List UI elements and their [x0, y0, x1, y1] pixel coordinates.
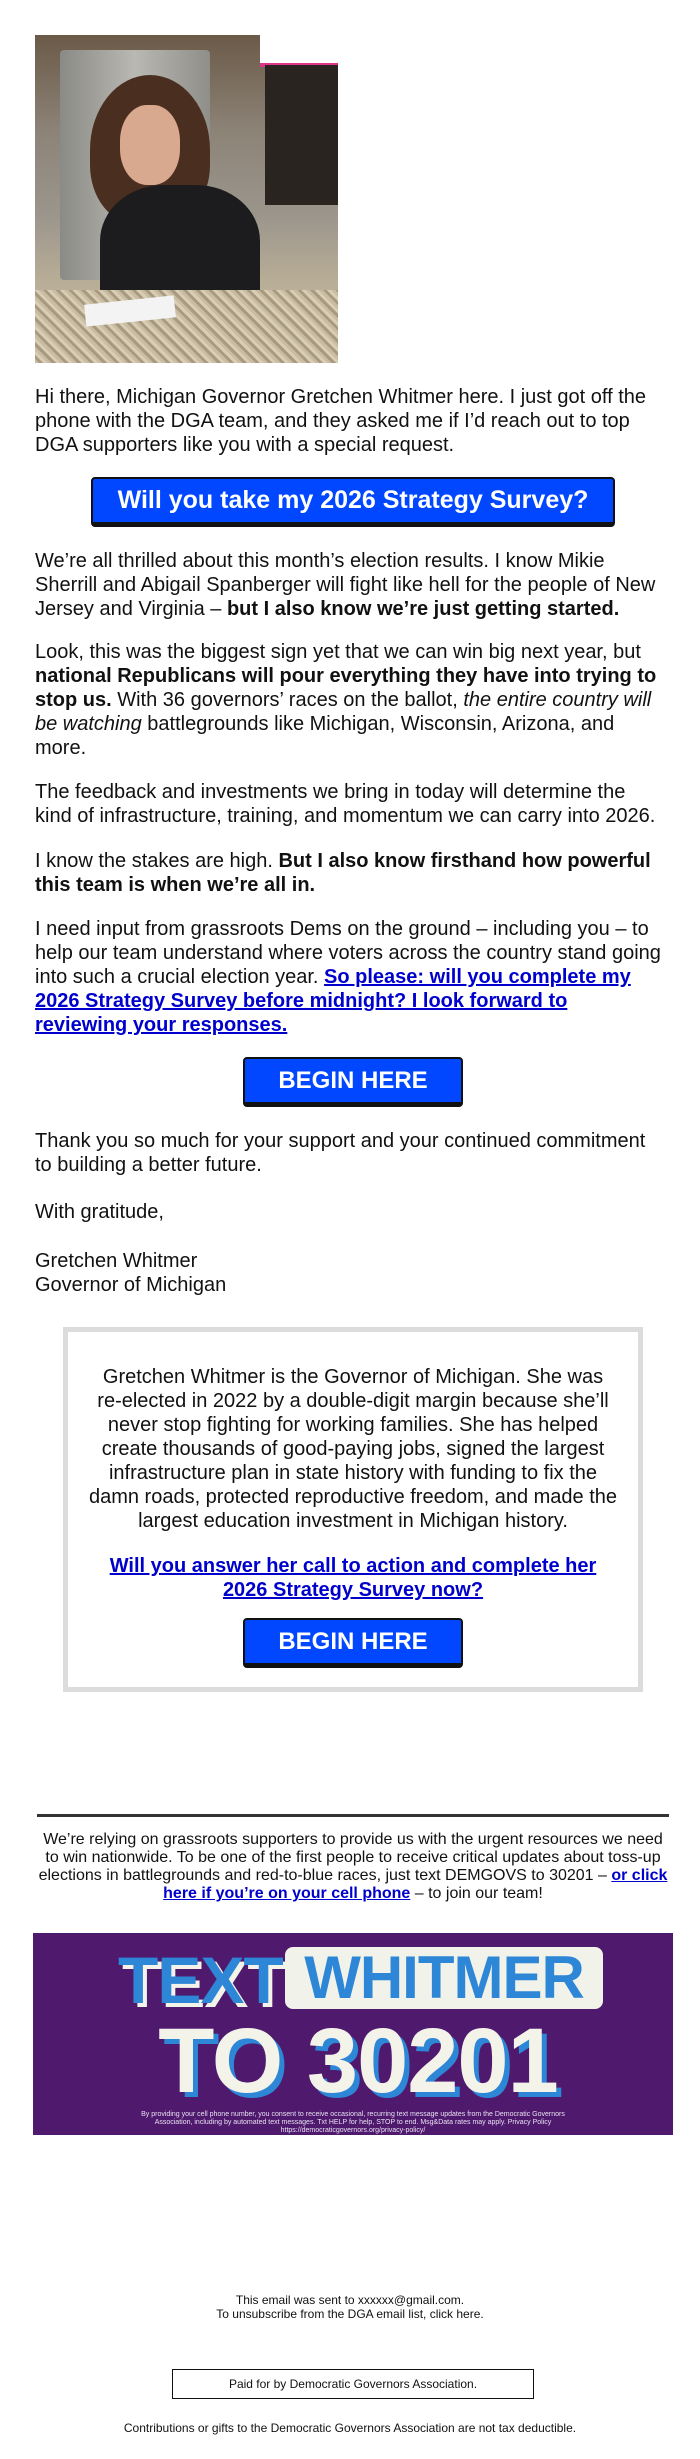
thanks-paragraph: Thank you so much for your support and your continued commitment to building a better future. — [35, 1130, 646, 1176]
text: With 36 governors’ races on the ballot, — [111, 689, 464, 711]
republicans-paragraph — [35, 640, 665, 760]
results-paragraph — [35, 549, 665, 621]
text: battlegrounds like Michigan, Wisconsin, Arizona, and more. — [35, 713, 615, 759]
italic-text: the entire country will be watching — [35, 689, 652, 735]
tax-disclaimer: Contributions or gifts to the Democratic Governors Association are not tax deductible. — [123, 2421, 577, 2435]
feedback-paragraph: The feedback and investments we bring in today will determine the kind of infrastructure, training, and momentum we can carry into 2026. — [35, 781, 656, 827]
divider — [37, 1814, 669, 1817]
banner-disclaimer: By providing your cell phone number, you consent to receive occasional, recurring text message updates from the Democratic Governors Association, including by automated text messages. Txt HELP for help, STOP to end. Msg&Data rates may apply. Privacy Policy https://democraticgovernors.org/privacy-policy/ — [141, 2111, 565, 2134]
governor-photo — [35, 35, 338, 363]
text: – to join our team! — [410, 1885, 543, 1902]
bold-text: national Republicans will pour everything they have into trying to stop us. — [35, 665, 657, 711]
survey-button[interactable]: Will you take my 2026 Strategy Survey? — [91, 477, 615, 527]
banner-text-word: TEXT — [118, 1943, 283, 2017]
bold-text: But I also know firsthand how powerful this team is when we’re all in. — [35, 850, 651, 896]
text: We’re all thrilled about this month’s election results. I know Mikie Sherrill and Abigail Spanberger will fight like hell for the people of New Jersey and Virginia – — [35, 550, 656, 620]
survey-link[interactable]: So please: will you complete my 2026 Strategy Survey before midnight? I look forward to reviewing your responses. — [35, 966, 631, 1036]
bio-text: Gretchen Whitmer is the Governor of Michigan. She was re-elected in 2022 by a double-digit margin because she’ll never stop fighting for working families. She has helped create thousands of good-paying jobs, signed the largest infrastructure plan in state history with funding to fix the damn roads, protected reproductive freedom, and made the largest education investment in Michigan history. — [88, 1366, 618, 1532]
bold-text: but I also know we’re just getting started. — [226, 598, 620, 620]
stakes-paragraph — [35, 849, 665, 897]
sent-to: This email was sent to xxxxxx@gmail.com. — [235, 2293, 465, 2307]
closing: With gratitude, — [35, 1201, 164, 1223]
text: I need input from grassroots Dems on the ground – including you – to help our team understand where voters across the country stand going into such a crucial election year. — [35, 918, 661, 988]
signature-title: Governor of Michigan — [35, 1274, 227, 1296]
intro-paragraph: Hi there, Michigan Governor Gretchen Whitmer here. I just got off the phone with the DGA team, and they asked me if I’d reach out to top DGA supporters like you with a special request. — [35, 386, 647, 456]
begin-here-button[interactable]: BEGIN HERE — [243, 1057, 463, 1107]
cell-phone-link[interactable]: or click here if you’re on your cell phone — [163, 1867, 668, 1902]
text: Look, this was the biggest sign yet that we can win big next year, but — [35, 641, 641, 663]
text-whitmer-banner[interactable] — [33, 1933, 673, 2135]
banner-shortcode: TO 30201 — [158, 2010, 558, 2112]
signature-name: Gretchen Whitmer — [35, 1250, 198, 1272]
unsubscribe-link[interactable]: To unsubscribe from the DGA email list, click here. — [216, 2307, 484, 2321]
sms-paragraph — [37, 1831, 669, 1903]
text: We’re relying on grassroots supporters to provide us with the urgent resources we need to win nationwide. To be one of the first people to receive critical updates about toss-up elections in battlegrounds and red-to-blue races, just text DEMGOVS to 30201 – — [38, 1831, 663, 1884]
input-paragraph — [35, 917, 665, 1037]
paid-for-box: Paid for by Democratic Governors Association. — [172, 2369, 534, 2399]
bio-survey-link[interactable]: Will you answer her call to action and complete her 2026 Strategy Survey now? — [109, 1555, 597, 1601]
banner-keyword: WHITMER — [285, 1947, 603, 2009]
bio-box — [63, 1327, 643, 1692]
text: I know the stakes are high. — [35, 850, 279, 872]
bio-begin-here-button[interactable]: BEGIN HERE — [243, 1618, 463, 1668]
